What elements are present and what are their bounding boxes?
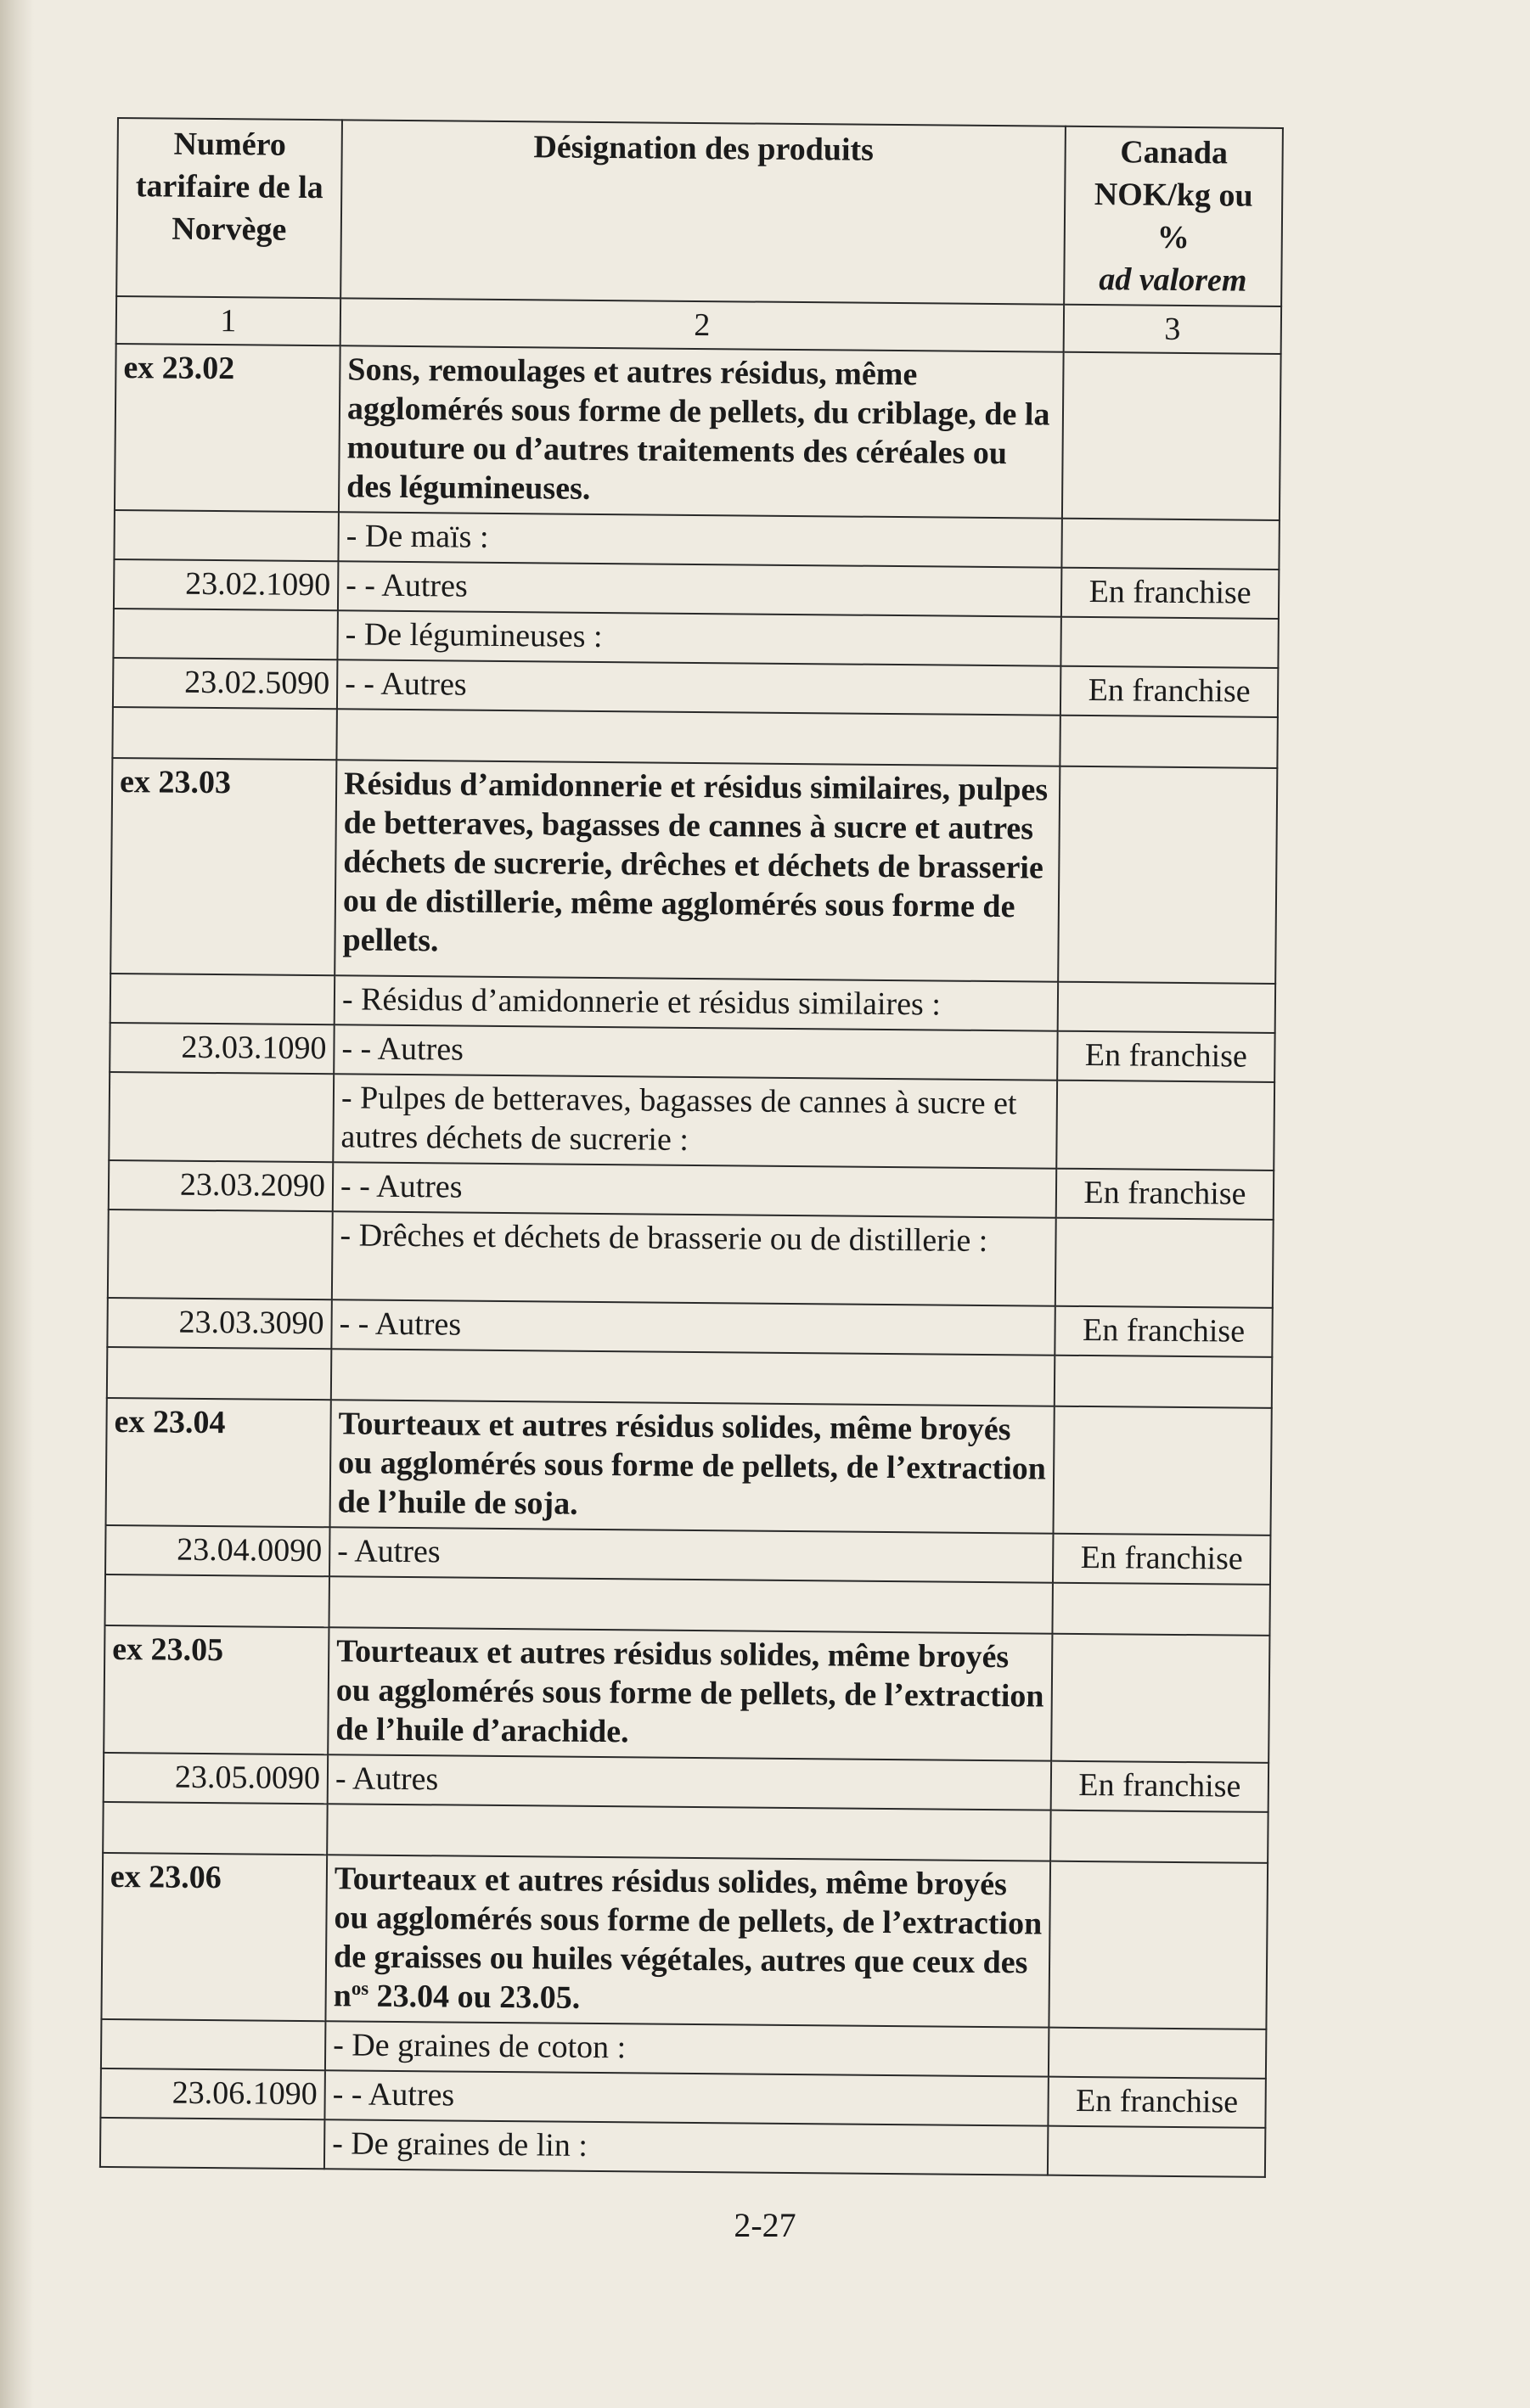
line-description: - Autres xyxy=(328,1754,1051,1810)
header-tariff-number: Numéro tarifaire de la Norvège xyxy=(116,118,342,298)
rate-value: En franchise xyxy=(1051,1761,1268,1812)
rate-value: En franchise xyxy=(1061,568,1279,619)
rate-value: En franchise xyxy=(1057,1031,1274,1082)
rate-value: En franchise xyxy=(1056,1169,1274,1220)
line-description: - - Autres xyxy=(333,1162,1056,1217)
column-number-2: 2 xyxy=(340,298,1064,351)
header-product-designation: Désignation des produits xyxy=(340,120,1066,304)
subheading-description: - De graines de lin : xyxy=(324,2119,1048,2175)
tariff-code: 23.03.3090 xyxy=(107,1298,331,1349)
table-row xyxy=(104,1625,1269,1763)
line-description: - Autres xyxy=(329,1527,1053,1582)
heading-code: ex 23.06 xyxy=(101,1853,327,2021)
tariff-table xyxy=(99,117,1284,2178)
header-canada-rate: Canada NOK/kg ou % ad valorem xyxy=(1064,126,1283,306)
heading-description: Tourteaux et autres résidus solides, même broyés ou agglomérés sous forme de pellets, de l’extraction de l’huile de soja. xyxy=(330,1400,1055,1533)
line-description: - - Autres xyxy=(334,1024,1057,1080)
rate-value: En franchise xyxy=(1055,1306,1272,1357)
tariff-code: 23.02.1090 xyxy=(114,559,338,610)
tariff-code: 23.06.1090 xyxy=(100,2068,324,2119)
line-description: - - Autres xyxy=(324,2070,1048,2125)
heading-code: ex 23.02 xyxy=(115,344,340,512)
heading-description: Sons, remoulages et autres résidus, même agglomérés sous forme de pellets, du criblage, de la mouture ou d’autres traitements des céréales ou des légumineuses. xyxy=(339,345,1064,518)
subheading-description: - De graines de coton : xyxy=(325,2021,1049,2076)
tariff-table-container xyxy=(99,117,1282,2178)
table-row xyxy=(109,1072,1274,1170)
subheading-description: - De légumineuses : xyxy=(337,610,1060,665)
line-description: - - Autres xyxy=(337,660,1060,715)
heading-code: ex 23.05 xyxy=(104,1625,329,1754)
column-number-1: 1 xyxy=(116,296,340,345)
line-description: - - Autres xyxy=(338,561,1061,616)
header-row xyxy=(116,118,1283,306)
line-description: - - Autres xyxy=(331,1299,1055,1355)
heading-description: Résidus d’amidonnerie et résidus similaires, pulpes de betteraves, bagasses de cannes à sucre et autres déchets de sucrerie, drêches et déchets de brasserie ou de distillerie, même agglomérés sous forme de pellets. xyxy=(335,760,1060,981)
heading-description: Tourteaux et autres résidus solides, même broyés ou agglomérés sous forme de pellets, de l’extraction de l’huile d’arachide. xyxy=(328,1627,1052,1760)
table-row xyxy=(115,344,1281,520)
page-binding-edge xyxy=(0,0,34,2408)
subheading-description: - De maïs : xyxy=(338,512,1061,567)
heading-description: Tourteaux et autres résidus solides, même broyés ou agglomérés sous forme de pellets, de l’extraction de graisses ou huiles végétales, autres que ceux des $n^{os}$ 23.04 ou 23.05. xyxy=(325,1855,1050,2027)
tariff-code: 23.05.0090 xyxy=(104,1753,328,1804)
heading-code: ex 23.03 xyxy=(110,758,336,975)
subheading-description: - Résidus d’amidonnerie et résidus similaires : xyxy=(335,975,1058,1030)
tariff-code: 23.03.1090 xyxy=(110,1023,334,1074)
heading-code: ex 23.04 xyxy=(106,1398,331,1527)
table-row xyxy=(100,2118,1265,2177)
subheading-description: - Drêches et déchets de brasserie ou de distillerie : xyxy=(332,1211,1056,1305)
table-row xyxy=(110,758,1277,984)
rate-value: En franchise xyxy=(1060,666,1278,717)
subheading-description: - Pulpes de betteraves, bagasses de cannes à sucre et autres déchets de sucrerie : xyxy=(333,1074,1057,1168)
table-row xyxy=(108,1210,1274,1308)
column-number-3: 3 xyxy=(1064,305,1281,354)
tariff-code: 23.04.0090 xyxy=(105,1525,329,1576)
tariff-code: 23.03.2090 xyxy=(109,1160,333,1211)
rate-value: En franchise xyxy=(1048,2077,1265,2128)
page-number: 2-27 xyxy=(734,2206,796,2244)
table-row xyxy=(106,1398,1272,1535)
table-row xyxy=(101,1853,1268,2029)
rate-value: En franchise xyxy=(1053,1534,1270,1585)
tariff-code: 23.02.5090 xyxy=(113,658,337,709)
